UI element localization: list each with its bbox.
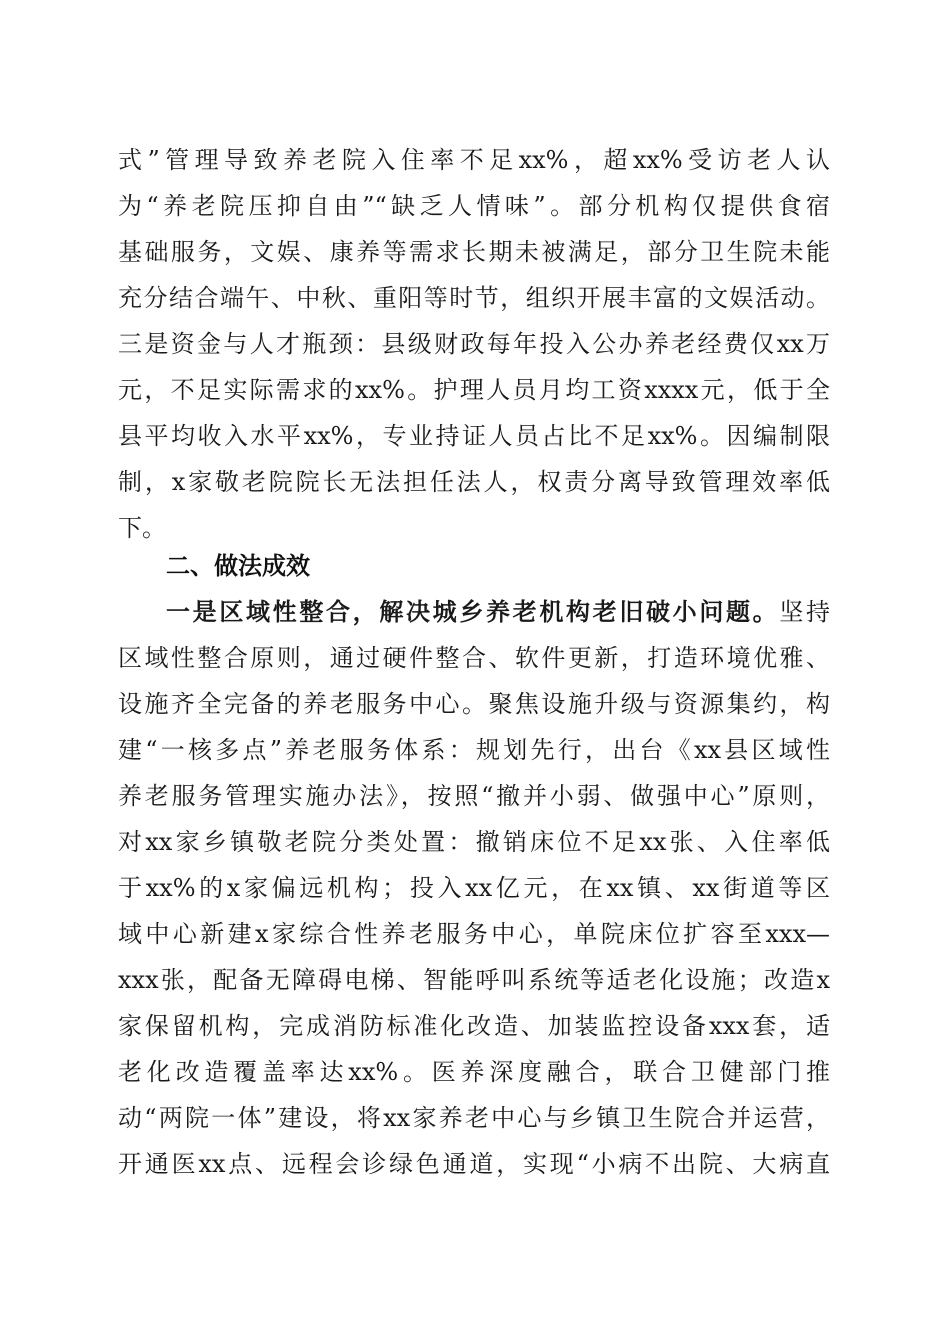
body-text-line: 设施齐全完备的养老服务中心。聚焦设施升级与资源集约，构 [118, 690, 830, 718]
body-text-line: 元，不足实际需求的xx%。护理人员月均工资xxxx元，低于全 [118, 376, 830, 404]
body-text-line: 开通医xx点、远程会诊绿色通道，实现“小病不出院、大病直 [118, 1150, 830, 1178]
body-text-line: xxx张，配备无障碍电梯、智能呼叫系统等适老化设施；改造x [118, 966, 830, 994]
body-text-line: 为“养老院压抑自由”“缺乏人情味”。部分机构仅提供食宿 [118, 192, 830, 220]
lead-line [166, 589, 830, 635]
lead-bold-sentence: 一是区域性整合，解决城乡养老机构老旧破小问题。 [166, 597, 780, 626]
body-text-line: 制，x家敬老院院长无法担任法人，权责分离导致管理效率低 [118, 468, 830, 496]
lead-rest-text: 坚持 [779, 598, 830, 626]
body-text-line: 区域性整合原则，通过硬件整合、软件更新，打造环境优雅、 [118, 644, 830, 672]
body-text-line: 式”管理导致养老院入住率不足xx%，超xx%受访老人认 [118, 146, 830, 174]
body-text-line: 县平均收入水平xx%，专业持证人员占比不足xx%。因编制限 [118, 422, 830, 450]
body-text-line: 下。 [118, 514, 166, 542]
body-text-line: 养老服务管理实施办法》，按照“撤并小弱、做强中心”原则， [118, 782, 830, 810]
body-text-line: 三是资金与人才瓶颈：县级财政每年投入公办养老经费仅xx万 [118, 330, 830, 358]
body-text-line: 域中心新建x家综合性养老服务中心，单院床位扩容至xxx— [118, 920, 830, 948]
body-text-line: 家保留机构，完成消防标准化改造、加装监控设备xxx套，适 [118, 1012, 830, 1040]
body-text-line: 基础服务，文娱、康养等需求长期未被满足，部分卫生院未能 [118, 238, 830, 266]
body-text-line: 建“一核多点”养老服务体系：规划先行，出台《xx县区域性 [118, 736, 830, 764]
body-text-line: 老化改造覆盖率达xx%。医养深度融合，联合卫健部门推 [118, 1058, 830, 1086]
body-text-line: 动“两院一体”建设，将xx家养老中心与乡镇卫生院合并运营， [118, 1104, 830, 1132]
body-text-line: 于xx%的x家偏远机构；投入xx亿元，在xx镇、xx街道等区 [118, 874, 830, 902]
body-text-line: 充分结合端午、中秋、重阳等时节，组织开展丰富的文娱活动。 [118, 284, 830, 312]
body-text-line: 对xx家乡镇敬老院分类处置：撤销床位不足xx张、入住率低 [118, 828, 830, 856]
section-heading: 二、做法成效 [166, 552, 310, 580]
